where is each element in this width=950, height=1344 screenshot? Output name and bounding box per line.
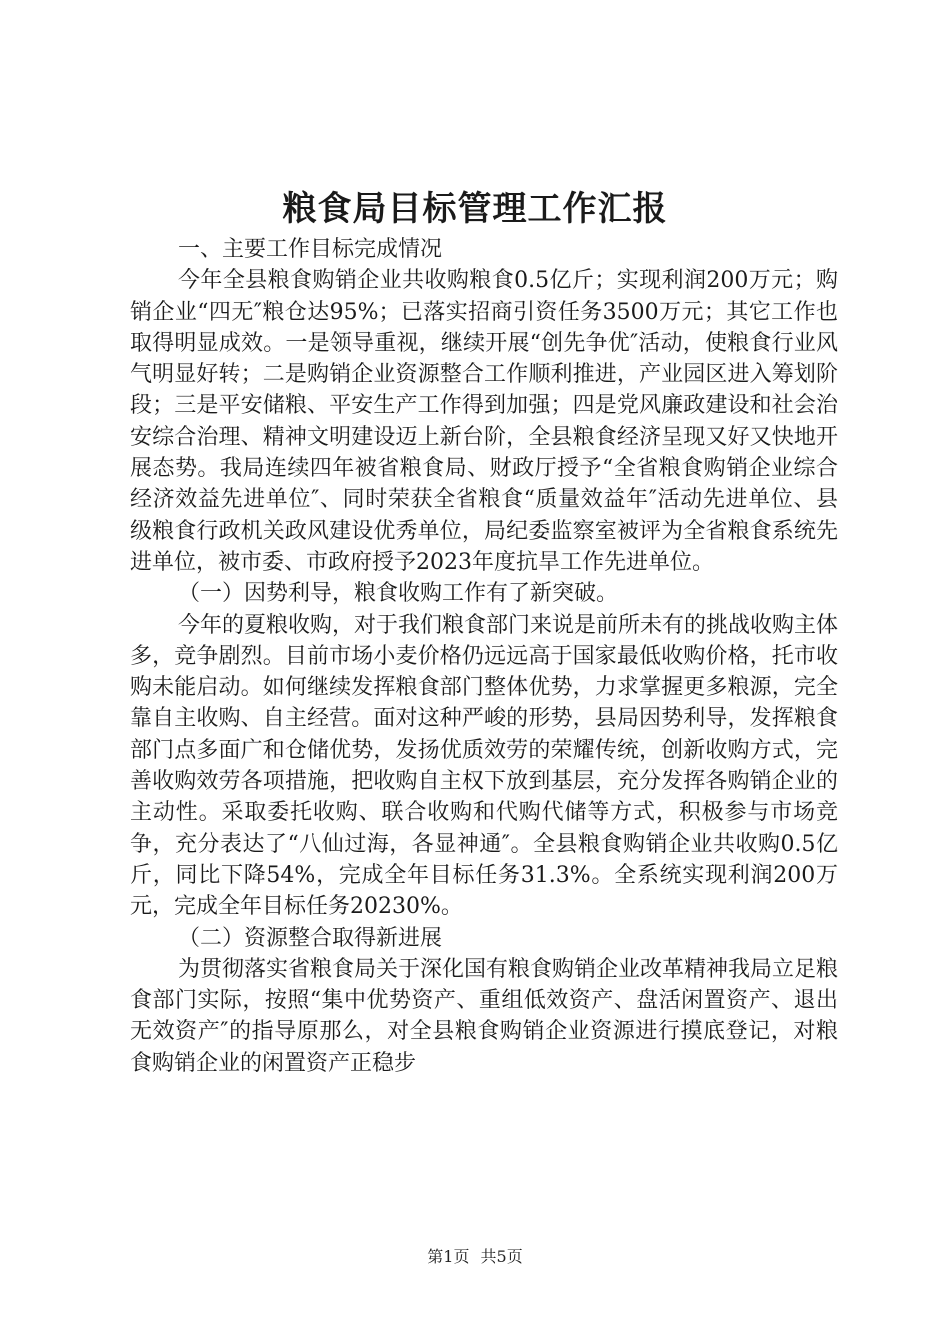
paragraph-resources: 为贯彻落实省粮食局关于深化国有粮食购销企业改革精神我局立足粮食部门实际，按照“集中优势资产、重组低效资产、盘活闲置资产、退出无效资产″的指导原那么，对全县粮食购销企业资源进行摸底登记，对粮食购销企业的闲置资产正稳步 (130, 956, 839, 1076)
subsection-heading-purchase: （一）因势利导，粮食收购工作有了新突破。 (178, 581, 619, 607)
page-title: 粮食局目标管理工作汇报 (282, 189, 668, 229)
section-heading-main-goals: 一、主要工作目标完成情况 (178, 237, 443, 262)
page-total: 共5页 (480, 1247, 523, 1266)
paragraph-purchase: 今年的夏粮收购，对于我们粮食部门来说是前所未有的挑战收购主体多，竞争剧烈。目前市场小麦价格仍远远高于国家最低收购价格，托市收购未能启动。如何继续发挥粮食部门整体优势，力求掌握更多粮源，完全靠自主收购、自主经营。面对这种严峻的形势，县局因势利导，发挥粮食部门点多面广和仓储优势，发扬优质效劳的荣耀传统，创新收购方式，完善收购效劳各项措施，把收购自主权下放到基层，充分发挥各购销企业的主动性。采取委托收购、联合收购和代购代储等方式，积极参与市场竞争，充分表达了“八仙过海，各显神通″。全县粮食购销企业共收购0.5亿斤，同比下降54%，完成全年目标任务31.3%。全系统实现利润200万元，完成全年目标任务20230%。 (130, 612, 839, 920)
page-number: 第1页 (427, 1247, 470, 1266)
paragraph-summary: 今年全县粮食购销企业共收购粮食0.5亿斤；实现利润200万元；购销企业“四无″粮仓达95%；已落实招商引资任务3500万元；其它工作也取得明显成效。一是领导重视，继续开展“创先争优″活动，使粮食行业风气明显好转；二是购销企业资源整合工作顺利推进，产业园区进入筹划阶段；三是平安储粮、平安生产工作得到加强；四是党风廉政建设和社会治安综合治理、精神文明建设迈上新台阶，全县粮食经济呈现又好又快地开展态势。我局连续四年被省粮食局、财政厅授予“全省粮食购销企业综合经济效益先进单位″、同时荣获全省粮食“质量效益年″活动先进单位、县级粮食行政机关政风建设优秀单位，局纪委监察室被评为全省粮食系统先进单位，被市委、市政府授予2023年度抗旱工作先进单位。 (130, 268, 838, 575)
document-body (130, 234, 838, 1079)
page-footer (0, 1244, 950, 1267)
subsection-heading-resources: （二）资源整合取得新进展 (178, 925, 443, 951)
